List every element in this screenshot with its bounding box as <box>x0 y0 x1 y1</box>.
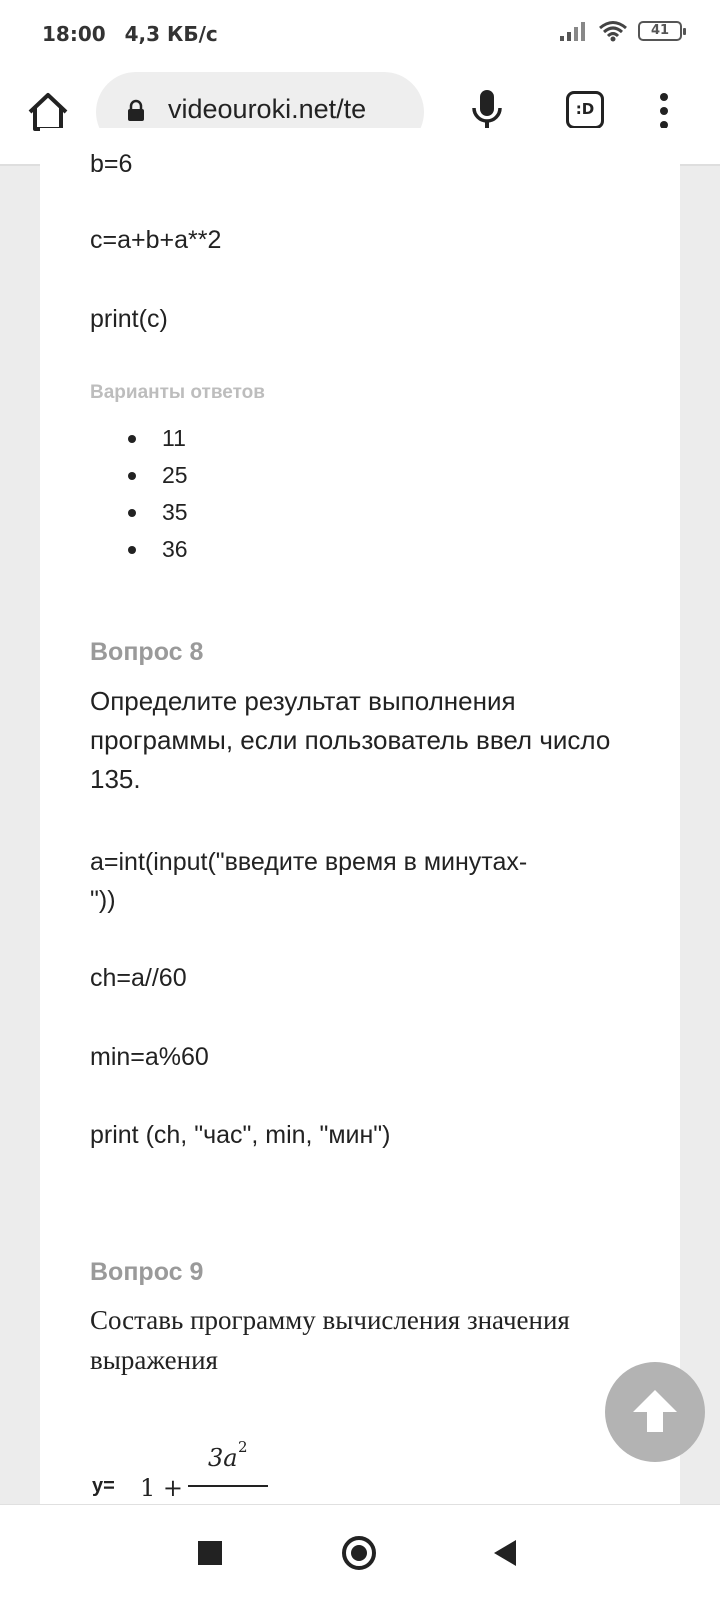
status-time: 18:00 <box>42 22 106 46</box>
signal-icon <box>558 20 588 42</box>
url-text: videouroki.net/te <box>168 94 367 124</box>
status-net-speed: 4,3 КБ/с <box>124 22 218 46</box>
code-line: ch=a//60 <box>90 964 187 992</box>
status-left <box>42 22 230 46</box>
answer-option: 35 <box>128 494 188 531</box>
formula-numerator: 3a <box>208 1444 238 1472</box>
arrow-up-icon <box>605 1362 705 1462</box>
formula-one-plus: 1 + <box>140 1474 184 1502</box>
code-line-clipped: b=6 <box>90 150 133 178</box>
question-title: Вопрос 8 <box>90 638 204 666</box>
code-line: min=a%60 <box>90 1043 209 1071</box>
question-text: Составь программу вычисления значения выражения <box>90 1305 570 1375</box>
system-nav-bar <box>0 1504 720 1600</box>
question-title: Вопрос 9 <box>90 1258 204 1286</box>
nav-home-icon[interactable] <box>342 1536 376 1570</box>
formula-exponent: 2 <box>238 1438 248 1456</box>
more-vert-icon[interactable] <box>652 91 676 131</box>
lock-icon <box>126 100 146 122</box>
formula-y: у= <box>92 1475 115 1497</box>
answers-label: Варианты ответов <box>90 382 265 403</box>
answer-option: 11 <box>128 420 188 457</box>
answer-option: 25 <box>128 457 188 494</box>
tabs-button[interactable]: :D <box>566 91 604 129</box>
recents-icon[interactable] <box>198 1541 222 1565</box>
status-bar <box>0 0 720 68</box>
answer-option: 36 <box>128 531 188 568</box>
battery-icon: 41 <box>638 21 682 41</box>
answers-list <box>128 420 188 568</box>
status-right <box>558 20 682 42</box>
formula-image <box>92 1438 292 1502</box>
code-line: print(c) <box>90 305 168 333</box>
code-line: ")) <box>90 886 116 914</box>
question-text: Определите результат выполнения программы, если пользователь ввел число 135. <box>90 686 611 794</box>
back-icon[interactable] <box>494 1540 516 1566</box>
code-line: a=int(input("введите время в минутах- <box>90 848 528 876</box>
page-content <box>0 150 720 1504</box>
wifi-icon <box>598 20 628 42</box>
scroll-top-button[interactable] <box>605 1362 705 1462</box>
code-line: print (ch, "час", min, "мин") <box>90 1121 391 1149</box>
quiz-card <box>40 128 680 1548</box>
code-line: c=a+b+a**2 <box>90 226 222 254</box>
